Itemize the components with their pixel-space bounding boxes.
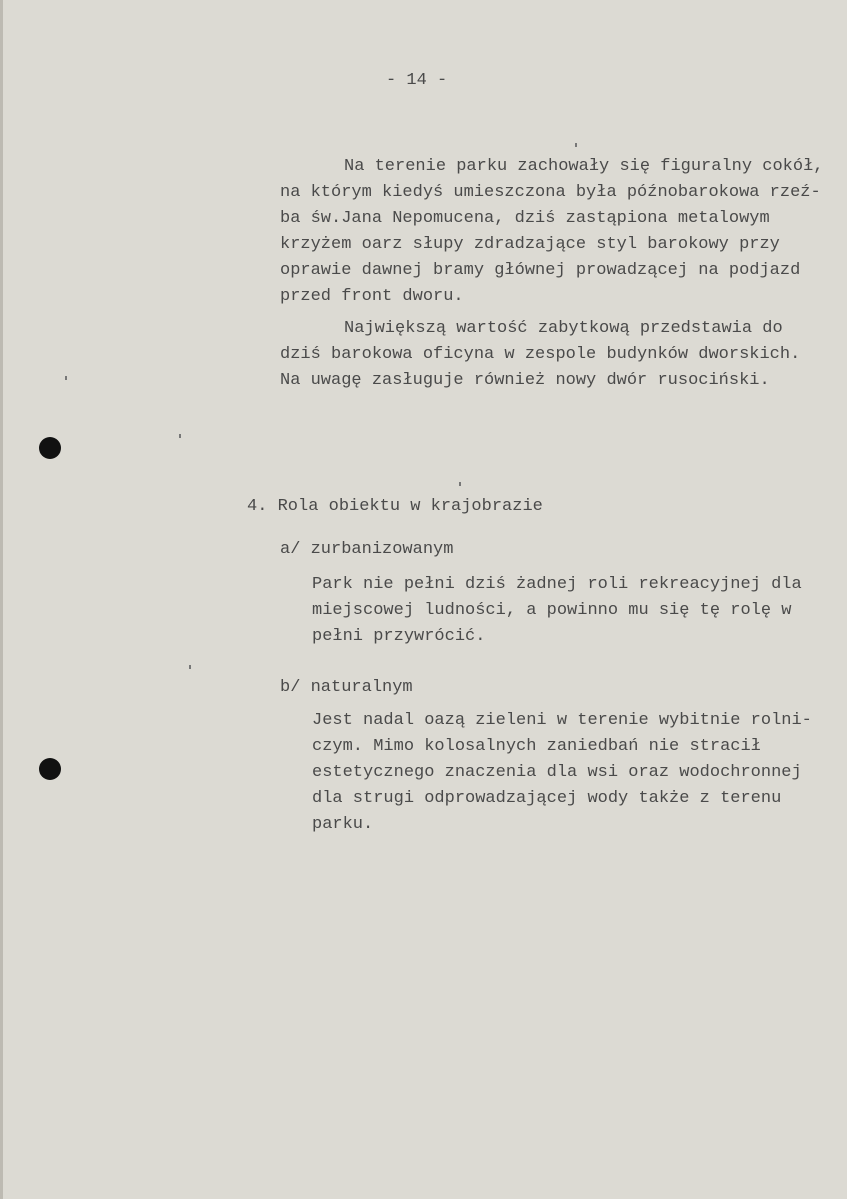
paragraph-2-line: Największą wartość zabytkową przedstawia do (344, 319, 783, 338)
subsection-b-line: Jest nadal oazą zieleni w terenie wybitnie rolni- (312, 711, 812, 730)
paper-speck (189, 665, 191, 669)
subsection-b-label: b/ naturalnym (280, 678, 413, 697)
subsection-b-line: parku. (312, 815, 374, 834)
subsection-a-line: Park nie pełni dziś żadnej roli rekreacyjnej dla (312, 575, 802, 594)
paper-speck (179, 434, 181, 438)
paragraph-1-line: Na terenie parku zachowały się figuralny cokół, (344, 157, 824, 176)
paper-speck (459, 482, 461, 486)
punch-hole (39, 758, 61, 780)
paper-speck (65, 376, 67, 380)
paragraph-2-line: Na uwagę zasługuje również nowy dwór rusociński. (280, 371, 770, 390)
paragraph-2-line: dziś barokowa oficyna w zespole budynków dworskich. (280, 345, 801, 364)
paragraph-1-line: oprawie dawnej bramy głównej prowadzącej na podjazd (280, 261, 801, 280)
paragraph-1-line: na którym kiedyś umieszczona była późnobarokowa rzeź- (280, 183, 821, 202)
paper-speck (575, 143, 577, 147)
punch-hole (39, 437, 61, 459)
paragraph-1-line: krzyżem oarz słupy zdradzające styl barokowy przy (280, 235, 780, 254)
page-number: - 14 - (386, 71, 448, 90)
subsection-a-label: a/ zurbanizowanym (280, 540, 454, 559)
paragraph-1-line: ba św.Jana Nepomucena, dziś zastąpiona metalowym (280, 209, 770, 228)
subsection-b-line: czym. Mimo kolosalnych zaniedbań nie stracił (312, 737, 761, 756)
paragraph-1-line: przed front dworu. (280, 287, 464, 306)
subsection-a-line: miejscowej ludności, a powinno mu się tę rolę w (312, 601, 792, 620)
subsection-a-line: pełni przywrócić. (312, 627, 486, 646)
subsection-b-line: dla strugi odprowadzającej wody także z terenu (312, 789, 782, 808)
section-heading: 4. Rola obiektu w krajobrazie (247, 497, 543, 516)
subsection-b-line: estetycznego znaczenia dla wsi oraz wodochronnej (312, 763, 802, 782)
